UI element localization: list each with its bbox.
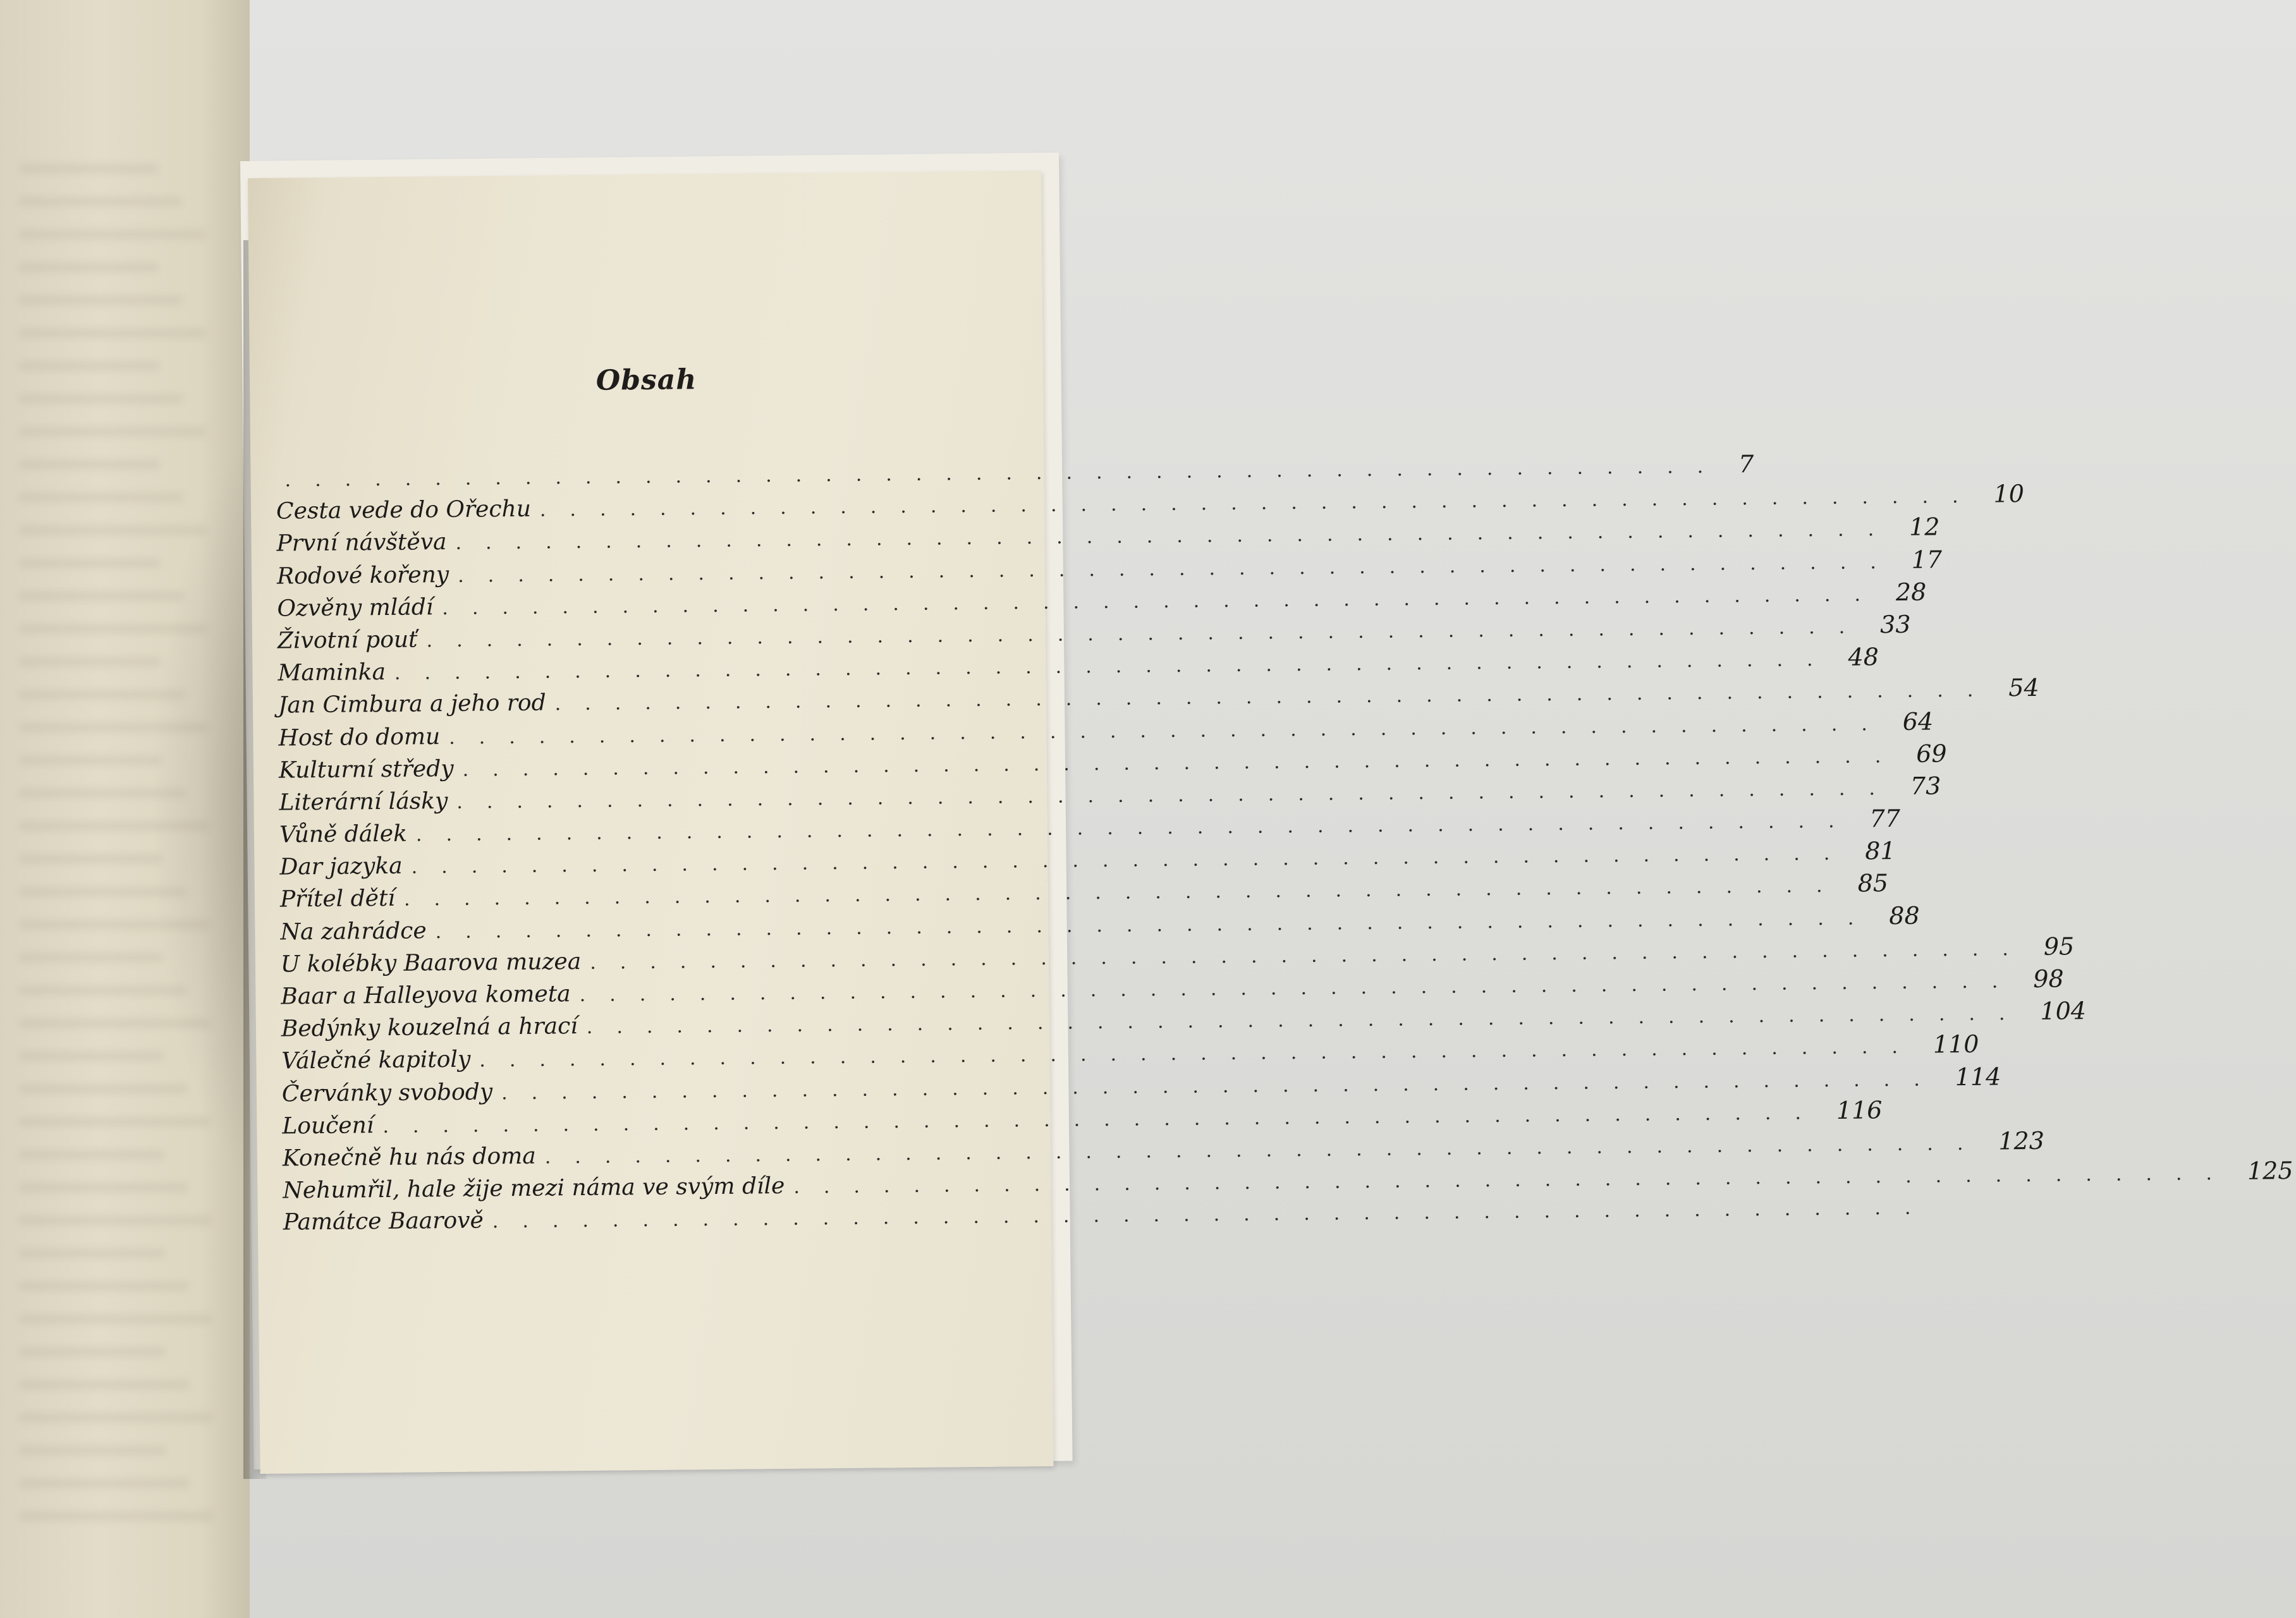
toc-entry [283,1196,1935,1239]
left-page-text-line [19,756,162,765]
toc-entry-title: U kolébky Baarova muzea [280,948,582,978]
left-page-text-line [19,329,205,338]
toc-entry [281,1062,2001,1109]
left-page-text-line [19,263,159,272]
left-page-text-line [19,197,181,206]
left-page-text-line [19,164,158,173]
left-page-text-line [19,559,161,568]
toc-entry-title: Přítel dětí [279,885,396,913]
toc-page-number: 95 [2043,932,2075,961]
toc-page-number: 123 [1998,1126,2045,1155]
left-page-text-line [19,953,163,962]
toc-page-number: 33 [1879,610,1911,639]
toc-entry-title: Loučení [282,1112,374,1140]
toc-entry-title: Baar a Halleyova kometa [281,981,571,1010]
left-page-text-line [19,822,209,830]
toc-dot-leader: ................................................ [415,810,1859,846]
toc-dot-leader: ................................................ [411,842,1854,879]
toc-dot-leader: ................................................ [544,1132,1988,1169]
toc-entry-title: Červánky svobody [281,1078,493,1107]
toc-dot-leader: ................................................ [457,550,1900,587]
toc-entry-title: Na zahrádce [280,917,427,946]
toc-entry [279,772,1941,818]
left-page-text-line [19,1183,188,1192]
toc-dot-leader: ................................................ [394,648,1837,684]
toc-heading: Obsah [595,363,697,397]
toc-page-number: 81 [1865,837,1896,865]
toc-dot-leader: ................................................ [590,937,2033,974]
toc-page-number: 77 [1869,805,1901,833]
toc-entry-title: Jan Cimbura a jeho rod [278,690,546,719]
toc-dot-leader: ................................................ [284,455,1728,492]
toc-dot-leader: ................................................ [554,679,1998,715]
left-page-text-line [19,1413,212,1422]
toc-page-number: 12 [1908,513,1940,542]
left-page-text-line [19,624,207,633]
toc-entry-title: Dar jazyka [279,853,403,880]
toc-dot-leader: ................................................ [501,1068,1944,1104]
toc-entry-title: Cesta vede do Ořechu [276,496,532,525]
toc-dot-leader: ................................................ [442,583,1885,619]
left-page-text-line [19,460,160,469]
toc-dot-leader: ................................................ [539,485,1982,521]
book-page [248,171,2293,1474]
toc-dot-leader: ................................................ [579,970,2022,1007]
toc-page-number: 64 [1902,707,1934,736]
toc-entry-title: Vůně dálek [279,820,408,848]
left-page-text-line [19,362,159,370]
toc-entry-title: Maminka [278,659,386,686]
toc-dot-leader: ................................................ [448,712,1891,749]
left-page-text-line [19,1479,190,1488]
toc-page-number: 69 [1916,739,1947,768]
toc-list [276,450,2293,1239]
toc-dot-leader: ................................................ [586,1002,2029,1039]
left-page-text-line [19,1315,212,1323]
toc-dot-leader: ................................................ [456,777,1900,813]
toc-page-number: 10 [1993,480,2025,508]
toc-entry [279,805,1901,850]
toc-entry-title: Kulturní středy [278,755,454,784]
left-page-text-line [19,657,161,666]
toc-entry [277,610,1911,656]
toc-dot-leader: ................................................ [793,1162,2237,1198]
toc-entry-title: Literární lásky [279,788,448,816]
left-page-curve-shadow [0,0,250,1618]
toc-page-number: 17 [1911,545,1943,574]
left-page-text-line [19,887,186,896]
left-page-text-line [19,690,185,699]
left-page-text-line [19,1117,211,1126]
left-page-text-line [19,526,207,535]
toc-page-number: 125 [2247,1157,2293,1185]
left-page-text-line [19,230,205,239]
toc-entry-title: Host do domu [278,723,441,751]
left-page-text-line [19,1085,187,1093]
toc-page-number: 104 [2040,997,2087,1026]
toc-dot-leader: ................................................ [435,906,1878,943]
toc-entry [280,901,1920,947]
left-page-text-line [19,789,185,798]
left-page-text-line [19,1052,164,1061]
toc-entry-title: Nehumřil, hale žije mezi náma ve svým díle [283,1173,785,1204]
toc-entry [276,450,1754,494]
toc-entry-title: Ozvěny mládí [277,593,434,622]
toc-entry-title: Životní pouť [277,626,418,654]
toc-entry-title: Památce Baarově [283,1207,484,1236]
left-page-text-line [19,1216,211,1225]
toc-entry [279,869,1889,915]
toc-page-number: 28 [1895,578,1927,606]
left-page-text-line [19,296,182,305]
toc-dot-leader: ................................................ [492,1196,1935,1233]
left-page-text-line [19,1019,210,1028]
left-page-text-line [19,855,162,863]
left-page-text-line [19,1150,164,1159]
left-page-text-line [19,986,186,995]
toc-dot-leader: ................................................ [426,616,1869,652]
toc-page-number: 48 [1848,643,1879,671]
left-page-text-line [19,1249,165,1258]
toc-entry [278,707,1934,753]
toc-page-number: 88 [1889,901,1920,930]
toc-page-number: 116 [1836,1096,1883,1124]
toc-page-number: 7 [1738,450,1754,478]
left-page-text-line [19,493,183,502]
toc-entry-title: Rodové kořeny [276,561,449,590]
left-page-text-line [19,723,208,732]
toc-dot-leader: ................................................ [382,1101,1826,1138]
toc-dot-leader: ................................................ [479,1036,1922,1072]
toc-entry [281,964,2064,1012]
left-page-text-line [19,1347,166,1356]
toc-entry [276,513,1940,559]
toc-entry-title: Válečné kapitoly [281,1047,471,1074]
toc-entry-title: Bedýnky kouzelná a hrací [281,1013,578,1042]
toc-dot-leader: ................................................ [403,875,1847,911]
left-page-text-line [19,1446,166,1455]
left-page-text-line [19,427,206,436]
toc-entry-title: Konečně hu nás doma [282,1143,536,1172]
toc-entry-title: První návštěva [276,529,447,557]
left-page-text-line [19,1512,213,1521]
left-page-text-line [19,1282,188,1291]
toc-entry [278,674,2039,721]
left-page-text-line [19,920,209,929]
toc-entry [278,643,1879,689]
toc-entry [281,1030,1979,1077]
toc-entry [279,837,1896,883]
toc-dot-leader: ................................................ [455,518,1898,555]
toc-page-number: 54 [2008,674,2039,702]
toc-dot-leader: ................................................ [462,745,1905,781]
toc-page-number: 73 [1910,772,1941,800]
left-page-text-line [19,592,184,600]
toc-page-number: 114 [1955,1062,2001,1091]
left-page-text-line [19,394,183,403]
toc-page-number: 110 [1933,1030,1979,1059]
left-page-text-line [19,1380,189,1389]
toc-page-number: 98 [2033,964,2064,993]
toc-page-number: 85 [1857,869,1889,898]
toc-entry [276,480,2025,527]
toc-entry [277,578,1927,624]
